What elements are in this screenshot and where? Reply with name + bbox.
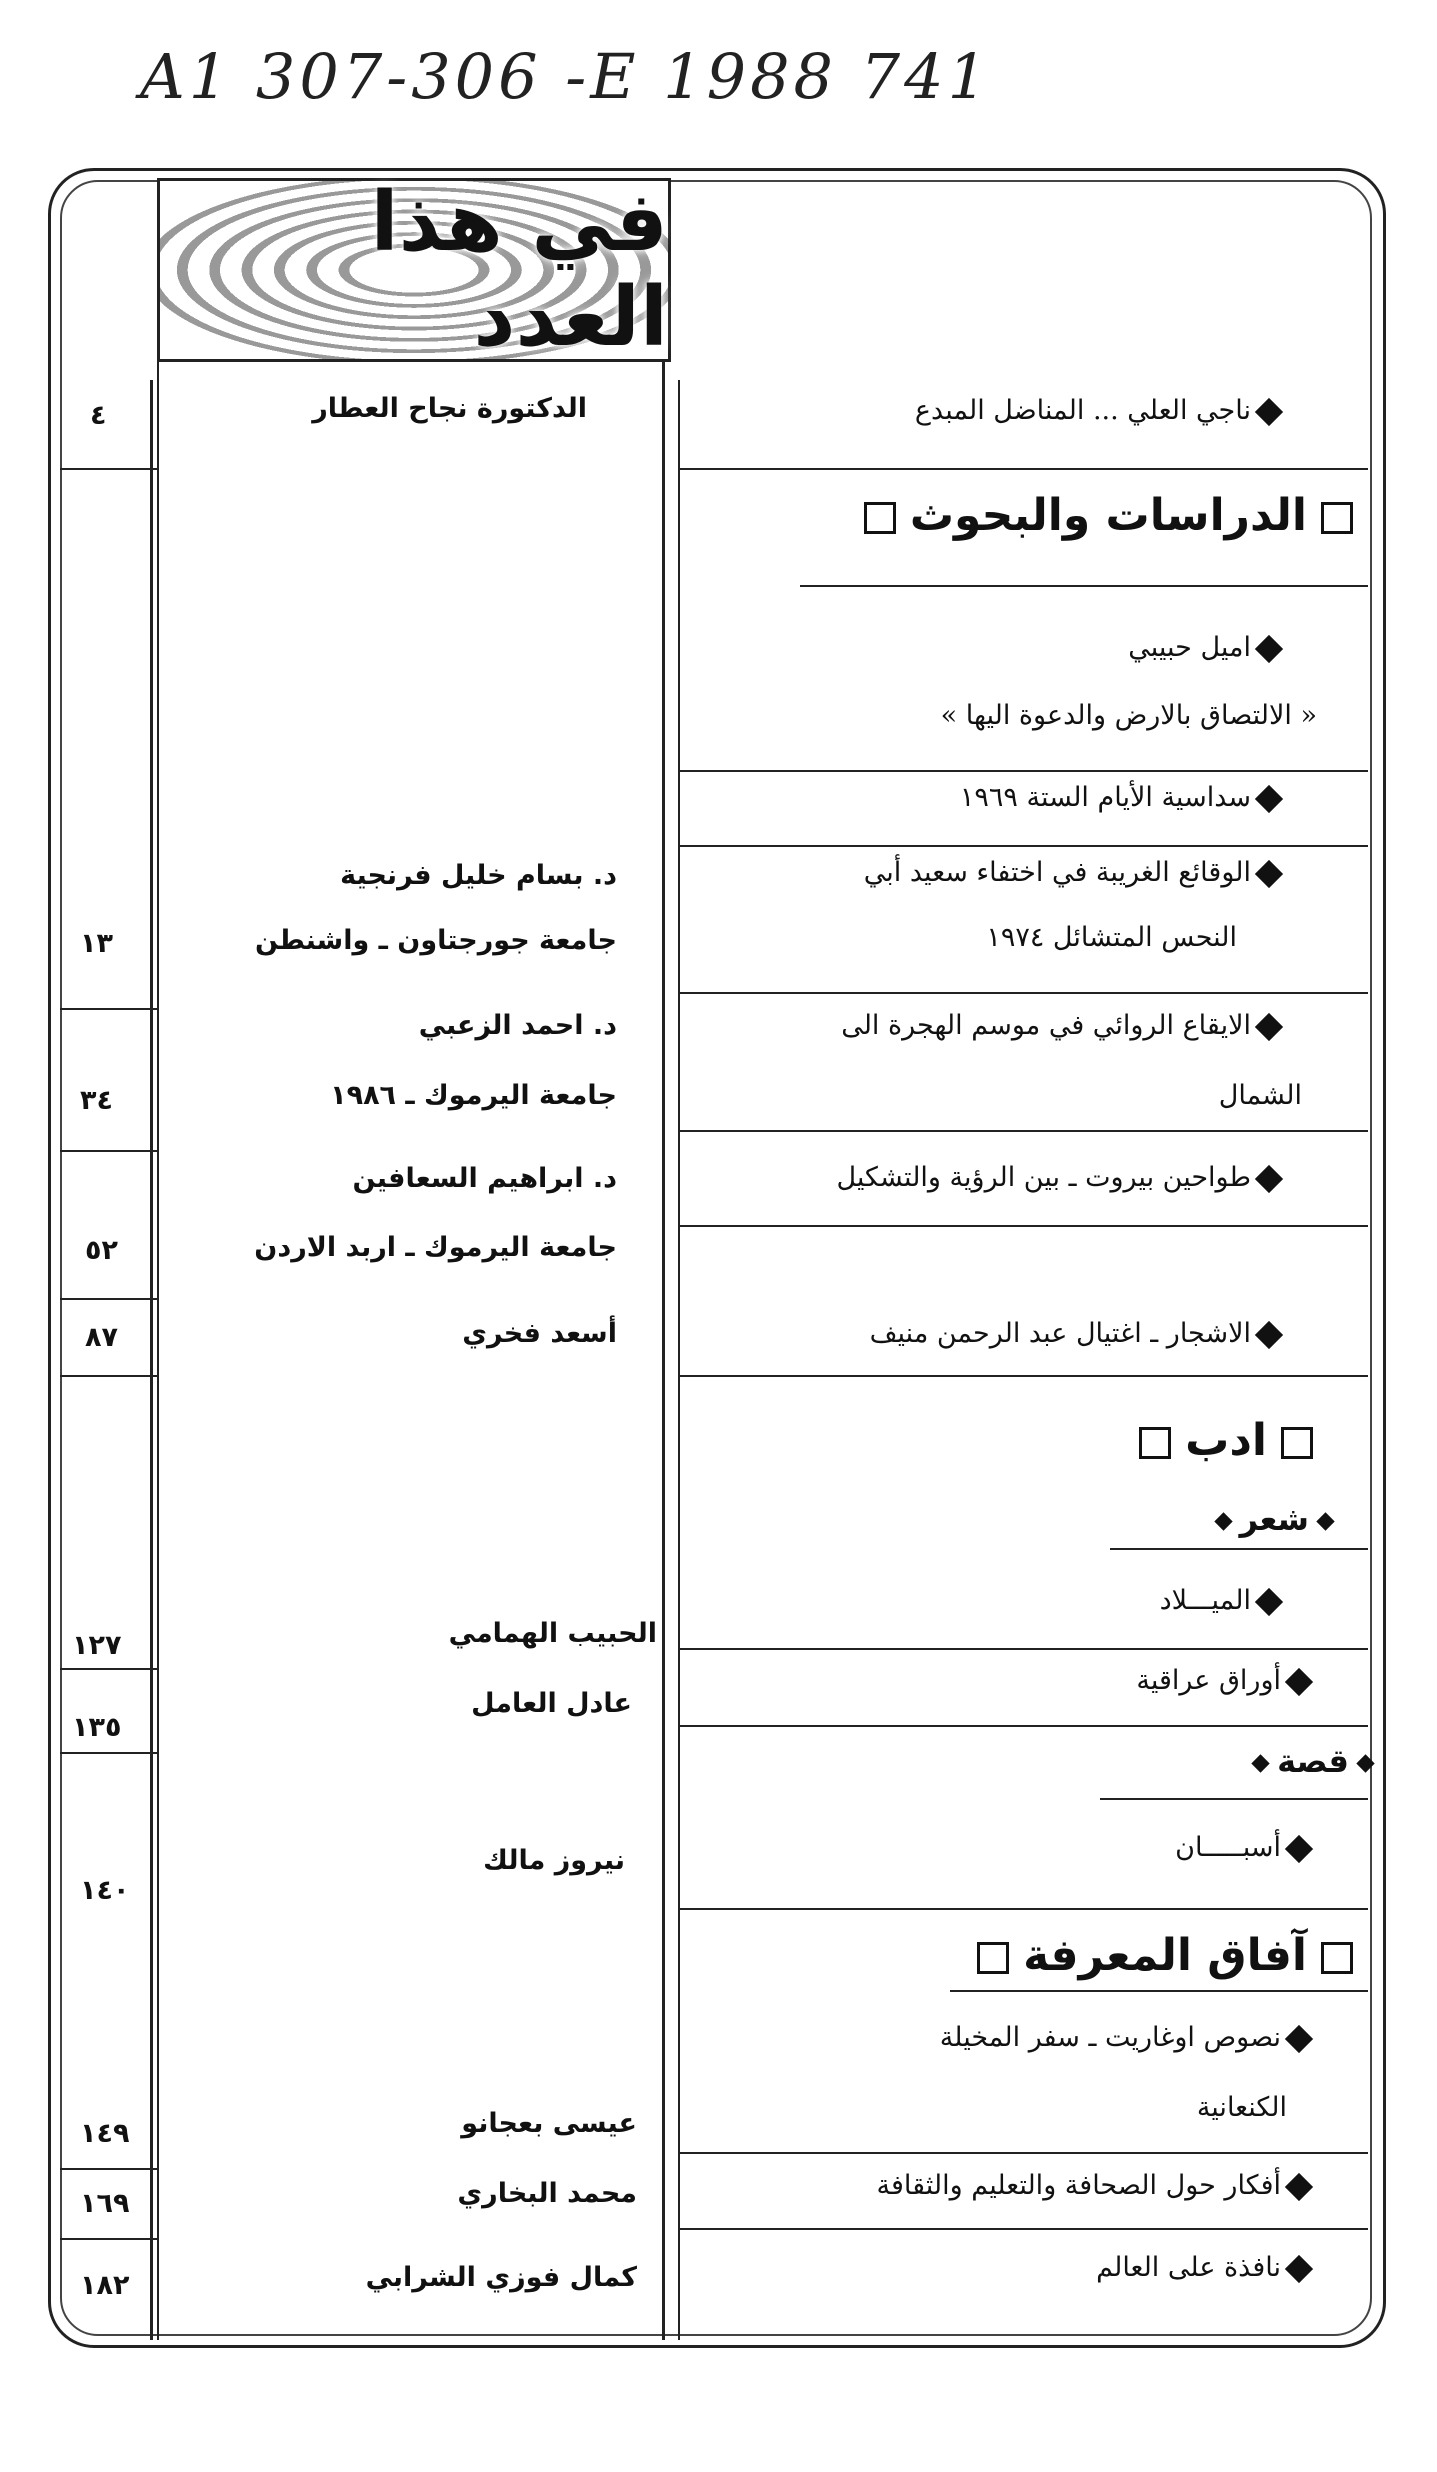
page-divider [60,468,157,470]
banner-title: في هذا العدد [370,175,668,365]
section-heading-studies: الدراسات والبحوث [850,490,1367,541]
entry-divider [680,2152,1368,2154]
toc-entry-author: د. احمد الزعبي [418,1010,617,1041]
diamond-bullet-icon [1356,1754,1374,1772]
page-divider [60,1150,157,1152]
toc-entry-page: ١٣٥ [72,1712,122,1743]
toc-entry-author: أسعد فخري [462,1318,617,1349]
toc-entry-title[interactable]: نصوص اوغاريت ـ سفر المخيلة [940,2022,1317,2053]
checkbox-icon [977,1942,1009,1974]
entry-divider [680,1725,1368,1727]
checkbox-icon [1321,502,1353,534]
toc-entry-affiliation: جامعة جورجتاون ـ واشنطن [255,925,617,956]
diamond-bullet-icon [1285,2254,1313,2282]
toc-entry-author: الدكتورة نجاح العطار [312,393,587,424]
diamond-bullet-icon [1255,634,1283,662]
toc-entry-title[interactable]: أوراق عراقية [1136,1665,1317,1696]
entry-divider [680,2228,1368,2230]
toc-entry-author: د. ابراهيم السعافين [352,1163,617,1194]
subsection-underline [1110,1548,1368,1550]
toc-entry-title[interactable]: أفكار حول الصحافة والتعليم والثقافة [876,2170,1317,2201]
section-underline [800,585,1368,587]
entry-divider [680,1225,1368,1227]
page-divider [60,1298,157,1300]
diamond-bullet-icon [1255,1587,1283,1615]
diamond-bullet-icon [1255,1320,1283,1348]
toc-entry-subtitle: « الالتصاق بالارض والدعوة اليها » [940,700,1317,731]
entry-divider [680,845,1368,847]
toc-entry-title[interactable]: الاشجار ـ اغتيال عبد الرحمن منيف [870,1318,1287,1349]
toc-entry-title[interactable]: أسبـــــان [1175,1832,1317,1863]
page-divider [60,1375,157,1377]
toc-entry-affiliation: جامعة اليرموك ـ ١٩٨٦ [330,1080,617,1111]
toc-entry-author: د. بسام خليل فرنجية [340,860,617,891]
diamond-bullet-icon [1316,1512,1334,1530]
diamond-bullet-icon [1285,1667,1313,1695]
toc-entry-author: عيسى بعجانو [461,2108,637,2139]
author-column-divider-2 [678,380,680,2340]
toc-entry-title[interactable]: نافذة على العالم [1096,2252,1317,2283]
toc-entry-author: نيروز مالك [483,1845,625,1876]
diamond-bullet-icon [1285,2172,1313,2200]
checkbox-icon [1139,1427,1171,1459]
subsection-heading-poetry: شعر [1207,1500,1342,1538]
diamond-bullet-icon [1255,784,1283,812]
toc-entry-title[interactable]: الميـــلاد [1160,1585,1287,1616]
toc-entry-page: ١٤٠ [80,1875,130,1906]
toc-entry-title[interactable]: طواحين بيروت ـ بين الرؤية والتشكيل [836,1162,1287,1193]
page-divider [60,2168,157,2170]
toc-entry-page: ١٨٢ [80,2270,130,2301]
page-divider [60,1008,157,1010]
entry-divider [680,992,1368,994]
toc-entry-subtitle: النحس المتشائل ١٩٧٤ [986,922,1237,953]
entry-divider [680,468,1368,470]
toc-entry-page: ٤ [90,400,107,431]
section-heading-literature: ادب [1125,1415,1327,1466]
diamond-bullet-icon [1255,1012,1283,1040]
entry-divider [680,1375,1368,1377]
toc-entry-title[interactable]: الوقائع الغريبة في اختفاء سعيد أبي [864,857,1287,888]
toc-entry-page: ٣٤ [80,1085,113,1116]
section-underline [950,1990,1368,1992]
issue-banner [157,175,671,365]
entry-divider [680,770,1368,772]
toc-entry-affiliation: جامعة اليرموك ـ اربد الاردن [254,1232,617,1263]
handwritten-header: A1 307-306 -E 1988 741 [140,40,992,113]
diamond-bullet-icon [1255,859,1283,887]
toc-entry-title[interactable]: ناجي العلي ... المناضل المبدع [915,395,1287,426]
toc-entry-page: ٥٢ [85,1235,118,1266]
subsection-underline [1100,1798,1368,1800]
diamond-bullet-icon [1285,2024,1313,2052]
toc-entry-page: ١٤٩ [80,2118,130,2149]
checkbox-icon [1321,1942,1353,1974]
toc-entry-title[interactable]: الايقاع الروائي في موسم الهجرة الى [841,1010,1287,1041]
diamond-bullet-icon [1285,1834,1313,1862]
checkbox-icon [864,502,896,534]
diamond-bullet-icon [1214,1512,1232,1530]
diamond-bullet-icon [1255,1164,1283,1192]
toc-entry-page: ٨٧ [85,1322,118,1353]
checkbox-icon [1281,1427,1313,1459]
toc-entry-author: كمال فوزي الشرابي [365,2262,637,2293]
toc-entry-author: عادل العامل [471,1688,632,1719]
page-column-divider [150,380,153,2340]
toc-entry-subtitle: الشمال [1218,1080,1302,1111]
subsection-heading-story: قصة [1244,1742,1382,1780]
toc-entry-subtitle: الكنعانية [1196,2092,1287,2123]
section-heading-horizons: آفاق المعرفة [963,1930,1367,1981]
page-divider [60,1668,157,1670]
diamond-bullet-icon [1251,1754,1269,1772]
toc-entry-page: ١٢٧ [72,1630,122,1661]
author-column-divider [662,356,665,2340]
page-column-divider-2 [157,356,159,2340]
toc-entry-title[interactable]: سداسية الأيام الستة ١٩٦٩ [960,782,1287,813]
diamond-bullet-icon [1255,397,1283,425]
page-divider [60,1752,157,1754]
page-divider [60,2238,157,2240]
entry-divider [680,1648,1368,1650]
toc-entry-author: الحبيب الهمامي [448,1618,657,1649]
entry-divider [680,1908,1368,1910]
entry-divider [680,1130,1368,1132]
toc-entry-author: محمد البخاري [457,2178,637,2209]
toc-entry-page: ١٣ [80,928,113,959]
toc-entry-title[interactable]: اميل حبيبي [1128,632,1287,663]
toc-entry-page: ١٦٩ [80,2188,130,2219]
